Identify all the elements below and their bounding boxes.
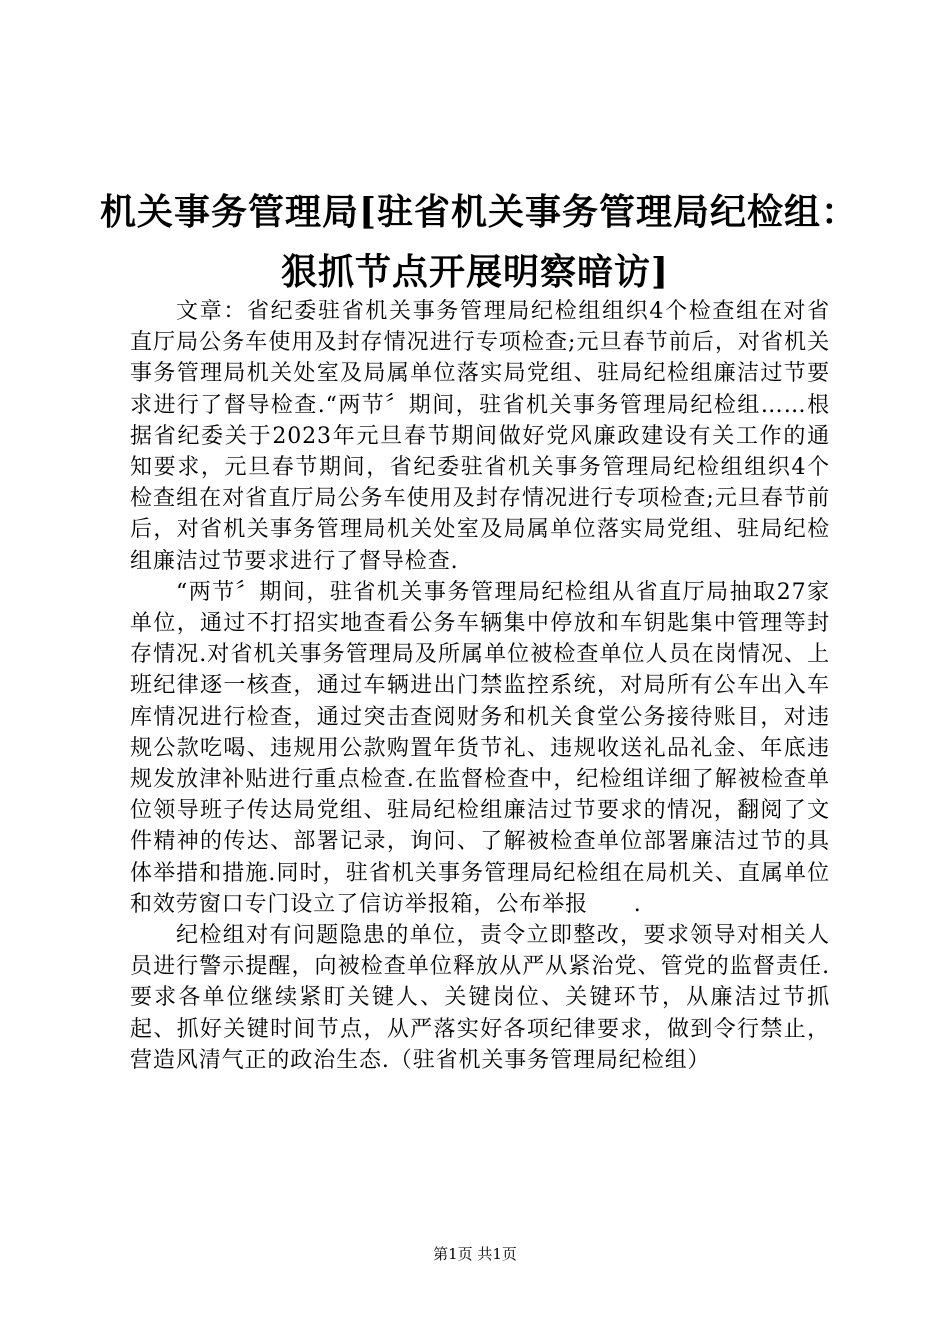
paragraph: “两节〞期间，驻省机关事务管理局纪检组从省直厅局抽取27家单位，通过不打招实地查看公务车辆集中停放和车钥匙集中管理等封存情况.对省机关事务管理局及所属单位被检查单位人员在岗情况、上班纪律逐一核查，通过车辆进出门禁监控系统，对局所有公车出入车库情况进行检查，通过突击查阅财务和机关食堂公务接待账目，对违规公款吃喝、违规用公款购置年货节礼、违规收送礼品礼金、年底违规发放津补贴进行重点检查.在监督检查中，纪检组详细了解被检查单位领导班子传达局党组、驻局纪检组廉洁过节要求的情况，翻阅了文件精神的传达、部署记录，询问、了解被检查单位部署廉洁过节的具体举措和措施.同时，驻省机关事务管理局纪检组在局机关、直属单位和效劳窗口专门设立了信访举报箱，公布举报 . — [130, 579, 830, 917]
document-title-line-2: 狠抓节点开展明察暗访] — [280, 251, 670, 293]
paragraph: 文章：省纪委驻省机关事务管理局纪检组组织4个检查组在对省直厅局公务车使用及封存情况进行专项检查;元旦春节前后，对省机关事务管理局机关处室及局属单位落实局党组、驻局纪检组廉洁过节要求进行了督导检查.“两节〞期间，驻省机关事务管理局纪检组……根据省纪委关于2023年元旦春节期间做好党风廉政建设有关工作的通知要求，元旦春节期间，省纪委驻省机关事务管理局纪检组组织4个检查组在对省直厅局公务车使用及封存情况进行专项检查;元旦春节前后，对省机关事务管理局机关处室及局属单位落实局党组、驻局纪检组廉洁过节要求进行了督导检查. — [130, 299, 830, 574]
document-body — [130, 296, 830, 1076]
paragraph: 纪检组对有问题隐患的单位，责令立即整改，要求领导对相关人员进行警示提醒，向被检查单位释放从严从紧治党、管党的监督责任.要求各单位继续紧盯关键人、关键岗位、关键环节，从廉洁过节抓起、抓好关键时间节点，从严落实好各项纪律要求，做到令行禁止，营造风清气正的政治生态.（驻省机关事务管理局纪检组） — [130, 923, 830, 1073]
document-title-line-1: 机关事务管理局[驻省机关事务管理局纪检组： — [100, 191, 859, 233]
page-footer: 第1页 共1页 — [433, 1245, 517, 1263]
